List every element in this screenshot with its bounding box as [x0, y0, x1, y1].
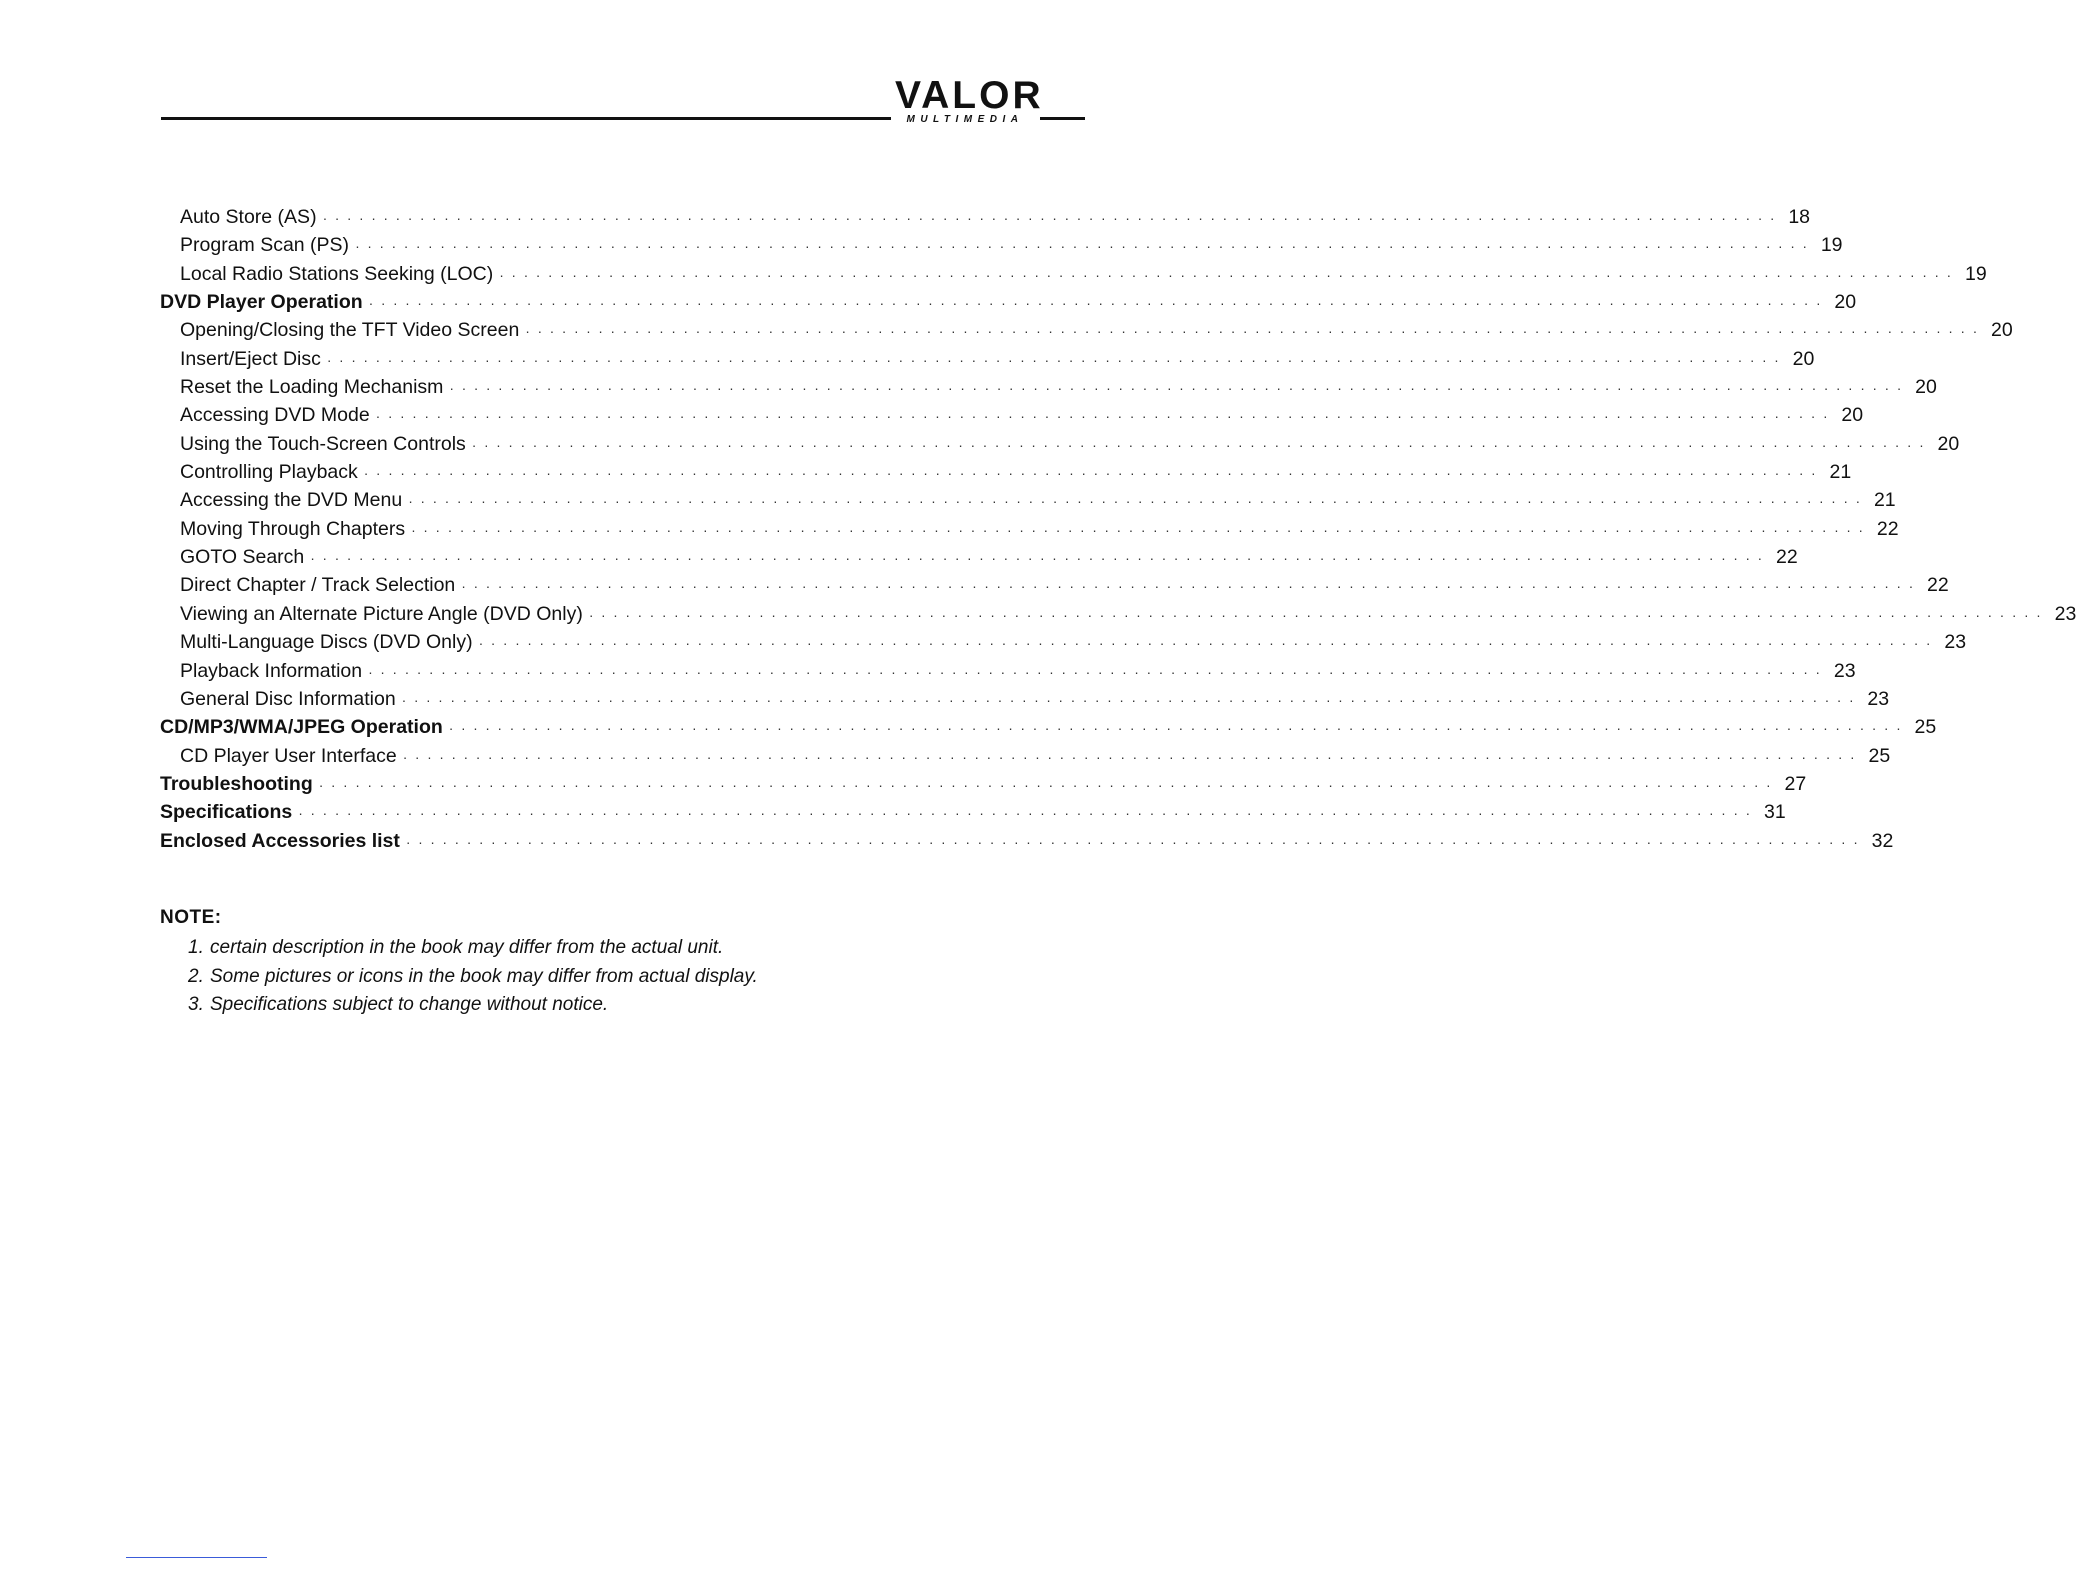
toc-entry-row[interactable] [160, 742, 1891, 770]
toc-dot-leader: ························································································································ [411, 521, 1871, 538]
toc-entry-label: Viewing an Alternate Picture Angle (DVD Only) [180, 602, 583, 625]
toc-entry-label: Specifications [160, 801, 293, 824]
logo-wordmark: VALOR [895, 74, 1044, 117]
toc-page-number: 23 [2054, 602, 2076, 625]
toc-dot-leader: ························································································································ [322, 210, 1783, 226]
note-list [160, 934, 960, 1020]
toc-section-row[interactable] [160, 770, 1807, 798]
toc-dot-leader: ························································································································ [368, 663, 1828, 680]
toc-dot-leader: ························································································································ [461, 578, 1921, 595]
toc-dot-leader: ························································································································ [310, 550, 1770, 567]
toc-page-number: 27 [1784, 772, 1807, 795]
toc-page-number: 22 [1927, 574, 1949, 597]
note-item [160, 963, 960, 992]
toc-entry-label: Reset the Loading Mechanism [180, 376, 444, 399]
note-item-number: 1. [188, 937, 204, 958]
toc-entry-row[interactable] [160, 430, 1960, 458]
toc-page-number: 20 [1937, 432, 1960, 455]
toc-entry-label: DVD Player Operation [160, 291, 363, 314]
toc-dot-leader: ························································································································ [449, 380, 1909, 397]
toc-page-number: 25 [1868, 744, 1891, 767]
toc-entry-label: Insert/Eject Disc [180, 347, 321, 370]
brand-logo [895, 74, 1044, 126]
toc-entry-row[interactable] [160, 600, 2076, 628]
toc-dot-leader: ························································································································ [368, 295, 1829, 312]
toc-page-number: 18 [1788, 206, 1811, 228]
table-of-contents [160, 203, 2076, 855]
toc-page-number: 21 [1873, 489, 1896, 512]
toc-page-number: 20 [1991, 319, 2013, 342]
toc-entry-label: GOTO Search [180, 546, 305, 569]
toc-page-number: 23 [1944, 631, 1967, 654]
toc-entry-row[interactable] [160, 373, 1937, 401]
note-item-number: 3. [188, 994, 204, 1015]
toc-entry-label: Moving Through Chapters [180, 517, 406, 540]
toc-entry-row[interactable] [160, 316, 2013, 344]
toc-entry-row[interactable] [160, 401, 1864, 429]
toc-section-row[interactable] [160, 798, 1786, 826]
note-item-number: 2. [188, 965, 204, 987]
toc-dot-leader: ························································································································ [525, 323, 1985, 340]
toc-page-number: 19 [1965, 262, 1987, 285]
toc-entry-row[interactable] [160, 657, 1856, 685]
toc-dot-leader: ························································································································ [375, 408, 1836, 425]
toc-page-number: 23 [1867, 687, 1890, 710]
toc-dot-leader: ························································································································ [298, 805, 1758, 822]
toc-entry-label: CD/MP3/WMA/JPEG Operation [160, 716, 443, 739]
toc-dot-leader: ························································································································ [355, 238, 1815, 255]
toc-page-number: 25 [1914, 716, 1937, 739]
note-item-text: Specifications subject to change without notice. [210, 994, 609, 1015]
toc-entry-label: Playback Information [180, 659, 363, 682]
toc-page-number: 20 [1915, 376, 1937, 399]
toc-entry-row[interactable] [160, 685, 1890, 713]
toc-page-number: 20 [1792, 347, 1815, 370]
page-footer-line [126, 1557, 267, 1558]
toc-entry-label: Program Scan (PS) [180, 234, 350, 257]
toc-page-number: 31 [1763, 801, 1786, 824]
toc-entry-row[interactable] [160, 260, 1987, 288]
toc-entry-label: Using the Touch-Screen Controls [180, 432, 466, 455]
toc-entry-label: Auto Store (AS) [180, 206, 317, 228]
note-title: NOTE: [160, 907, 222, 928]
toc-dot-leader: ························································································································ [471, 436, 1932, 453]
logo-tagline: MULTIMEDIA [906, 114, 1024, 125]
toc-entry-row[interactable] [160, 628, 1967, 656]
header-rule-right [1040, 117, 1085, 120]
note-item-text: certain description in the book may differ from the actual unit. [210, 937, 724, 958]
toc-dot-leader: ························································································································ [401, 691, 1862, 708]
toc-entry-row[interactable] [160, 458, 1852, 486]
toc-entry-label: Accessing the DVD Menu [180, 489, 403, 512]
header-rule-left [161, 117, 891, 120]
note-item [160, 991, 960, 1020]
toc-entry-label: Troubleshooting [160, 772, 313, 795]
toc-dot-leader: ························································································································ [408, 493, 1868, 510]
toc-dot-leader: ························································································································ [448, 720, 1909, 737]
toc-page-number: 20 [1841, 404, 1864, 427]
toc-page-number: 19 [1820, 234, 1843, 257]
toc-section-row[interactable] [160, 827, 1894, 855]
toc-page-number: 20 [1834, 291, 1857, 314]
toc-entry-label: Accessing DVD Mode [180, 404, 370, 427]
toc-page-number: 21 [1829, 461, 1852, 484]
toc-entry-row[interactable] [160, 515, 1899, 543]
toc-page-number: 22 [1776, 546, 1798, 569]
toc-entry-label: Enclosed Accessories list [160, 829, 400, 852]
toc-entry-label: Multi-Language Discs (DVD Only) [180, 631, 473, 654]
toc-section-row[interactable] [160, 713, 1937, 741]
note-item-text: Some pictures or icons in the book may differ from actual display. [210, 965, 758, 987]
toc-entry-row[interactable] [160, 345, 1815, 373]
toc-entry-row[interactable] [160, 486, 1896, 514]
toc-dot-leader: ························································································································ [326, 351, 1787, 368]
toc-page-number: 32 [1871, 829, 1894, 852]
toc-entry-label: Opening/Closing the TFT Video Screen [180, 319, 520, 342]
toc-entry-label: Local Radio Stations Seeking (LOC) [180, 262, 494, 285]
toc-dot-leader: ························································································································ [318, 776, 1779, 793]
toc-section-row[interactable] [160, 288, 1857, 316]
toc-entry-label: CD Player User Interface [180, 744, 397, 767]
note-section [160, 904, 960, 1020]
toc-page-number: 23 [1833, 659, 1856, 682]
toc-entry-label: Direct Chapter / Track Selection [180, 574, 456, 597]
toc-dot-leader: ························································································································ [499, 266, 1959, 283]
toc-entry-label: General Disc Information [180, 687, 396, 710]
toc-entry-label: Controlling Playback [180, 461, 358, 484]
toc-entry-row[interactable] [160, 543, 1798, 571]
toc-page-number: 22 [1876, 517, 1899, 540]
toc-dot-leader: ························································································································ [478, 635, 1939, 652]
note-item [160, 934, 960, 963]
toc-entry-row[interactable] [160, 203, 1811, 231]
toc-dot-leader: ························································································································ [402, 748, 1863, 765]
toc-entry-row[interactable] [160, 231, 1843, 259]
toc-dot-leader: ························································································································ [405, 833, 1866, 850]
toc-entry-row[interactable] [160, 571, 1949, 599]
toc-dot-leader: ························································································································ [363, 465, 1824, 482]
toc-dot-leader: ························································································································ [588, 606, 2049, 623]
